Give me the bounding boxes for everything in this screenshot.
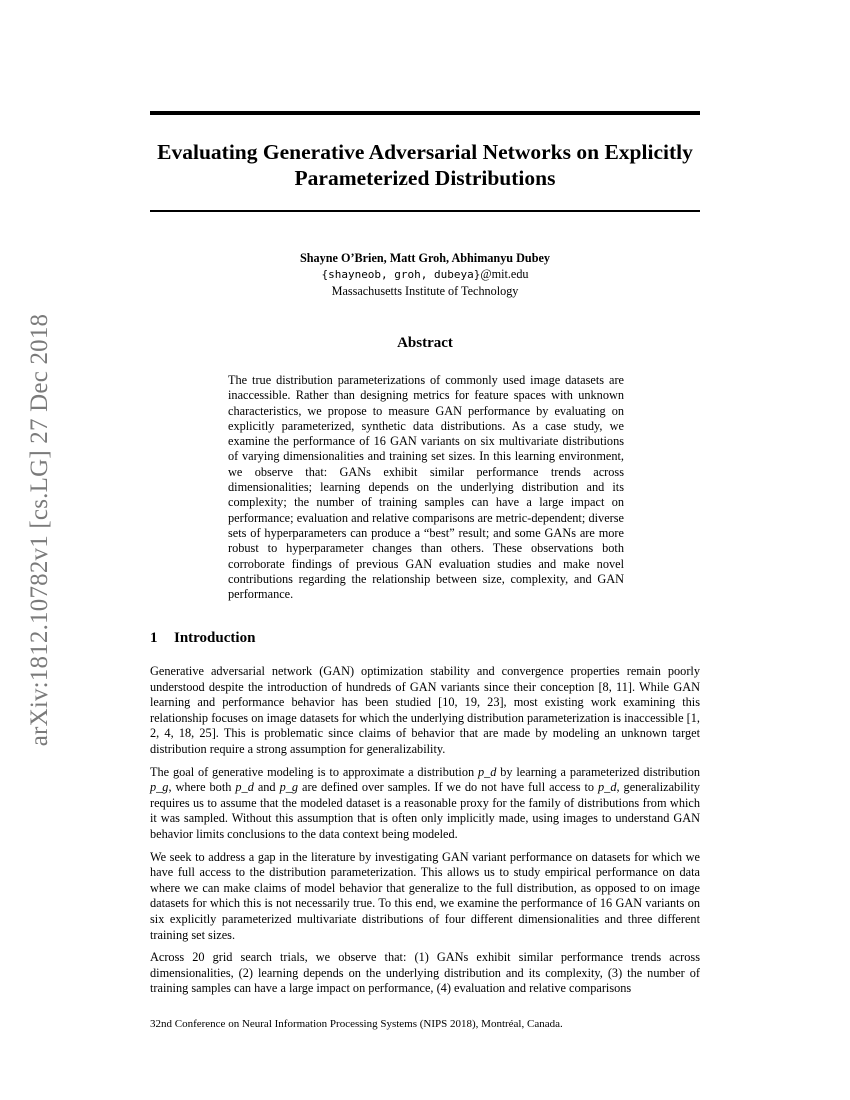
arxiv-stamp: arXiv:1812.10782v1 [cs.LG] 27 Dec 2018 xyxy=(26,313,53,747)
email-prefix: {shayneob, groh, dubeya} xyxy=(321,268,481,281)
text-run: by learning a parameterized distribution xyxy=(496,764,700,779)
author-emails xyxy=(150,266,700,283)
text-run: are defined over samples. If we do not have full access to xyxy=(298,780,599,795)
intro-paragraph-2 xyxy=(150,765,700,843)
math-pd: p_d xyxy=(598,780,617,795)
text-run: , generalizability requires us to assume that the modeled dataset is a reasonable proxy for the family of distributions from which it was sampled. Without this assumption that is often only implicitly made, using images to understand GAN behavior limits conclusions to the data context being modeled. xyxy=(150,780,701,841)
conference-footer: 32nd Conference on Neural Information Processing Systems (NIPS 2018), Montréal, Canada. xyxy=(150,1018,563,1030)
math-pg: p_g xyxy=(279,780,299,795)
text-run: The goal of generative modeling is to approximate a distribution xyxy=(150,764,478,779)
section-heading xyxy=(150,630,255,647)
title-top-rule xyxy=(150,111,700,115)
introduction-body xyxy=(150,664,700,1004)
author-affiliation: Massachusetts Institute of Technology xyxy=(331,284,519,298)
abstract-text: The true distribution parameterizations of commonly used image datasets are inaccessible. Rather than designing metrics for feature spaces with unknown characteristics, we propose to measure GAN performance by evaluating on explicitly parameterized, synthetic data distributions. As a case study, we examine the performance of 16 GAN variants on six multivariate distributions of varying dimensionalities and training set sizes. In this learning environment, we observe that: GANs exhibit similar performance trends across dimensionalities; learning depends on the underlying distribution and its complexity; the number of training samples can have a large impact on performance; evaluation and relative comparisons are metric-dependent; diverse sets of hyperparameters can produce a “best” result; and some GANs are more robust to hyperparameter changes than others. These observations both corroborate findings of previous GAN evaluation studies and make novel contributions regarding the relationship between size, complexity, and GAN performance. xyxy=(228,373,624,602)
abstract-heading: Abstract xyxy=(397,335,453,351)
paper-title: Evaluating Generative Adversarial Networks on Explicitly Parameterized Distributions xyxy=(157,140,693,190)
text-run: , where both xyxy=(168,780,236,795)
math-pd: p_d xyxy=(477,764,497,779)
intro-paragraph-4: Across 20 grid search trials, we observe that: (1) GANs exhibit similar performance trends across dimensionalities, (2) learning depends on the underlying distribution and its complexity, (3) the number of training samples can have a large impact on performance, (4) evaluation and relative comparisons xyxy=(150,950,700,996)
author-block xyxy=(150,250,700,299)
text-run: and xyxy=(253,780,280,795)
title-bottom-rule xyxy=(150,210,700,212)
section-title: Introduction xyxy=(174,630,256,646)
section-number: 1 xyxy=(150,630,158,646)
intro-paragraph-1: Generative adversarial network (GAN) optimization stability and convergence properties remain poorly understood despite the introduction of hundreds of GAN variants since their conception [8, 11]. While GAN learning and performance behavior has been studied [10, 19, 23], most existing work examining this relationship focuses on image datasets for which the underlying distribution parameterization is inaccessible [1, 2, 4, 18, 25]. This is problematic since claims of behavior that are made by modeling an unknown target distribution require a strong assumption for generalizability. xyxy=(150,664,700,756)
email-domain: @mit.edu xyxy=(480,267,529,281)
intro-paragraph-3: We seek to address a gap in the literature by investigating GAN variant performance on datasets for which we have full access to the distribution parameterization. This allows us to study empirical performance on data where we can make claims of model behavior that generalize to the full distribution, as opposed to on image datasets for which this is not necessarily true. To this end, we examine the performance of 16 GAN variants on six explicitly parameterized multivariate distributions of four different dimensionalities and three different training set sizes. xyxy=(150,849,700,942)
author-names: Shayne O’Brien, Matt Groh, Abhimanyu Dubey xyxy=(300,251,550,265)
math-pd: p_d xyxy=(235,780,254,795)
math-pg: p_g xyxy=(150,780,169,795)
